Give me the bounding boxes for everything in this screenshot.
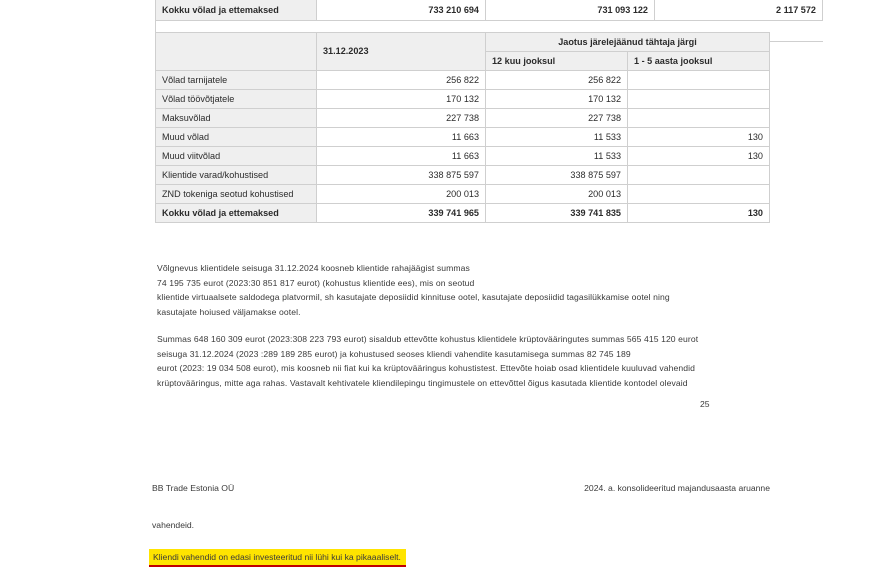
paragraph-line: eurot (2023: 19 034 508 eurot), mis koosneb nii fiat kui ka krüptovääringus kohustistest. Ettevõte hoiab osad klientidele kuuluvad vahendid bbox=[157, 363, 695, 374]
table-row bbox=[156, 147, 770, 166]
row-label: Võlad tarnijatele bbox=[156, 71, 317, 90]
row-total: 256 822 bbox=[317, 71, 486, 90]
summary-row-within-12-months: 731 093 122 bbox=[486, 0, 655, 21]
row-one-to-five-years: 130 bbox=[628, 128, 770, 147]
paragraph-line: kasutajate hoiused väljamakse ootel. bbox=[157, 306, 301, 317]
paragraph-line: 74 195 735 eurot (2023:30 851 817 eurot) (kohustus klientide ees), mis on seotud bbox=[157, 277, 475, 288]
paragraph-line: seisuga 31.12.2024 (2023 :289 189 285 eurot) ja kohustused seoses kliendi vahendite kasutamisega summas 82 745 189 bbox=[157, 348, 631, 359]
row-within-12-months: 227 738 bbox=[486, 109, 628, 128]
paragraph-line: klientide virtuaalsete saldodega platvormil, sh kasutajate deposiidid kinnituse ootel, kasutajate deposiidid tagasilükkamise ootel ning bbox=[157, 292, 670, 303]
summary-row-total: 733 210 694 bbox=[317, 0, 486, 21]
row-one-to-five-years bbox=[628, 109, 770, 128]
continuation-text: vahendeid. bbox=[152, 520, 195, 530]
note-paragraph-two bbox=[157, 332, 698, 390]
highlighted-sentence: Kliendi vahendid on edasi investeeritud nii lühi kui ka pikaaaliselt. bbox=[149, 549, 406, 567]
table-row bbox=[156, 185, 770, 204]
footer-entity-name: BB Trade Estonia OÜ bbox=[152, 483, 235, 493]
paragraph-line: Võlgnevus klientidele seisuga 31.12.2024 koosneb klientide rahajäägist summas bbox=[157, 263, 470, 273]
row-within-12-months: 338 875 597 bbox=[486, 166, 628, 185]
row-total: 11 663 bbox=[317, 147, 486, 166]
row-total: 338 875 597 bbox=[317, 166, 486, 185]
summary-row-label: Kokku võlad ja ettemaksed bbox=[156, 0, 317, 21]
table-row bbox=[156, 166, 770, 185]
table-total-row bbox=[156, 204, 770, 223]
page-number: 25 bbox=[700, 399, 710, 409]
header-date-column: 31.12.2023 bbox=[317, 33, 486, 71]
row-label: Klientide varad/kohustised bbox=[156, 166, 317, 185]
header-one-to-five-years: 1 - 5 aasta jooksul bbox=[628, 52, 770, 71]
row-within-12-months: 11 533 bbox=[486, 128, 628, 147]
note-paragraph-one bbox=[157, 261, 670, 319]
total-row-one-to-five-years: 130 bbox=[628, 204, 770, 223]
footer bbox=[152, 483, 770, 493]
table-row bbox=[156, 90, 770, 109]
table-row bbox=[156, 128, 770, 147]
row-total: 11 663 bbox=[317, 128, 486, 147]
row-total: 227 738 bbox=[317, 109, 486, 128]
row-within-12-months: 256 822 bbox=[486, 71, 628, 90]
row-label: ZND tokeniga seotud kohustised bbox=[156, 185, 317, 204]
table-row bbox=[156, 109, 770, 128]
total-row-within-12-months: 339 741 835 bbox=[486, 204, 628, 223]
summary-row-one-to-five-years: 2 117 572 bbox=[655, 0, 823, 21]
row-label: Maksuvõlad bbox=[156, 109, 317, 128]
row-label: Muud viitvõlad bbox=[156, 147, 317, 166]
header-within-12-months: 12 kuu jooksul bbox=[486, 52, 628, 71]
row-within-12-months: 170 132 bbox=[486, 90, 628, 109]
table-row bbox=[156, 71, 770, 90]
row-one-to-five-years bbox=[628, 71, 770, 90]
row-one-to-five-years bbox=[628, 90, 770, 109]
maturity-table bbox=[155, 32, 770, 223]
row-one-to-five-years: 130 bbox=[628, 147, 770, 166]
row-one-to-five-years bbox=[628, 166, 770, 185]
row-total: 170 132 bbox=[317, 90, 486, 109]
paragraph-line: Summas 648 160 309 eurot (2023:308 223 793 eurot) sisaldub ettevõtte kohustus klientidele krüptovääringutes summas 565 415 120 eurot bbox=[157, 334, 699, 344]
row-within-12-months: 11 533 bbox=[486, 147, 628, 166]
paragraph-line: krüptovääringus, mitte aga rahas. Vastavalt kehtivatele kliendilepingu tingimustele on ettevõttel õigus kasutada klientide kontodel olevaid bbox=[157, 377, 688, 388]
total-row-total: 339 741 965 bbox=[317, 204, 486, 223]
row-label: Võlad töövõtjatele bbox=[156, 90, 317, 109]
footer-report-title: 2024. a. konsolideeritud majandusaasta aruanne bbox=[584, 483, 770, 493]
row-label: Muud võlad bbox=[156, 128, 317, 147]
row-within-12-months: 200 013 bbox=[486, 185, 628, 204]
row-total: 200 013 bbox=[317, 185, 486, 204]
row-one-to-five-years bbox=[628, 185, 770, 204]
header-blank-cell bbox=[156, 33, 317, 71]
header-split-group: Jaotus järelejäänud tähtaja järgi bbox=[486, 33, 770, 52]
table-row bbox=[156, 0, 823, 21]
table-header-row-group bbox=[156, 33, 770, 52]
total-row-label: Kokku võlad ja ettemaksed bbox=[156, 204, 317, 223]
